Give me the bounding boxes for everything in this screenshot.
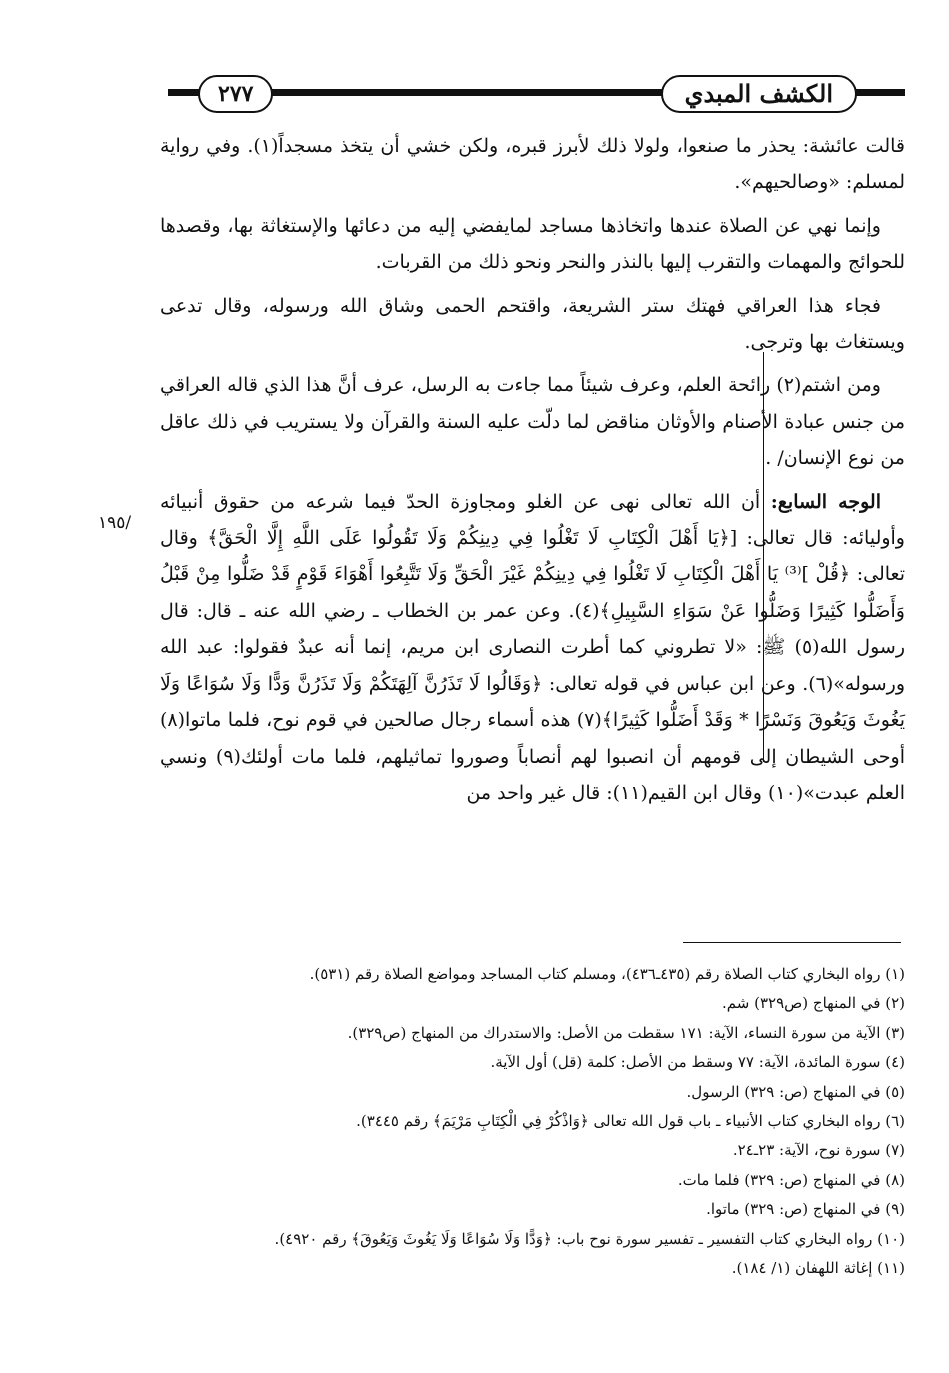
footnote-5: (٥) في المنهاج (ص: ٣٢٩) الرسول. — [686, 1082, 905, 1101]
section-heading: الوجه السابع: — [770, 490, 882, 513]
footnote-7: (٧) سورة نوح، الآية: ٢٣ـ٢٤. — [732, 1141, 905, 1160]
footnote-6: (٦) رواه البخاري كتاب الأنبياء ـ باب قول الله تعالى ﴿وَاذْكُرْ فِي الْكِتَابِ مَرْيَمَ﴾ رقم ٣٤٤٥). — [356, 1112, 905, 1131]
footnote-10: (١٠) رواه البخاري كتاب التفسير ـ تفسير سورة نوح باب: ﴿وَدًّا وَلَا سُوَاعًا وَلَا يَغُوثَ وَيَعُوقَ﴾ رقم ٤٩٢٠). — [274, 1229, 905, 1248]
section-body: أن الله تعالى نهى عن الغلو ومجاوزة الحدّ فيما شرعه من حقوق أنبيائه وأوليائه: قال تعالى: [﴿يَا أَهْلَ الْكِتَابِ لَا تَغْلُوا فِي دِينِكُمْ وَلَا تَقُولُوا عَلَى اللَّهِ إِلَّا الْحَقَّ﴾ وقال تعالى: ﴿قُلْ ]⁽³⁾ يَا أَهْلَ الْكِتَابِ لَا تَغْلُوا فِي دِينِكُمْ غَيْرَ الْحَقِّ وَلَا تَتَّبِعُوا أَهْوَاءَ قَوْمٍ قَدْ ضَلُّوا مِنْ قَبْلُ وَأَضَلُّوا كَثِيرًا وَضَلُّوا عَنْ سَوَاءِ السَّبِيلِ﴾(٤). وعن عمر بن الخطاب ـ رضي الله عنه ـ قال: قال رسول الله(٥) ﷺ: «لا تطروني كما أطرت النصارى ابن مريم، إنما أنه عبدٌ فقولوا: عبد الله ورسوله»(٦). وعن ابن عباس في قوله تعالى: ﴿وَقَالُوا لَا تَذَرُنَّ آلِهَتَكُمْ وَلَا تَذَرُنَّ وَدًّا وَلَا سُوَاعًا وَلَا يَغُوثَ وَيَعُوقَ وَنَسْرًا * وَقَدْ أَضَلُّوا كَثِيرًا﴾(٧) هذه أسماء رجال صالحين في قوم نوح، فلما ماتوا(٨) أوحى الشيطان إلى قومهم أن انصبوا لهم أنصاباً وصوروا تماثيلهم، فلما مات أولئك(٩) ونسي العلم عبدت»(١٠) وقال ابن القيم(١١): قال غير واحد من — [160, 490, 905, 804]
footnotes — [160, 960, 905, 1283]
page-header — [168, 72, 905, 118]
paragraph-3: فجاء هذا العراقي فهتك ستر الشريعة، واقتحم الحمى وشاق الله ورسوله، وقال تدعى ويستغاث بها وترجى. — [160, 294, 905, 354]
footnote-9: (٩) في المنهاج (ص: ٣٢٩) ماتوا. — [706, 1200, 905, 1219]
footnote-8: (٨) في المنهاج (ص: ٣٢٩) فلما مات. — [677, 1170, 905, 1189]
paragraph-1: قالت عائشة: يحذر ما صنعوا، ولولا ذلك لأبرز قبره، ولكن خشي أن يتخذ مسجداً(١). وفي رواية لمسلم: «وصالحيهم». — [160, 135, 905, 194]
footnote-4: (٤) سورة المائدة، الآية: ٧٧ وسقط من الأصل: كلمة (قل) أول الآية. — [490, 1053, 905, 1072]
section-paragraph — [160, 484, 905, 812]
main-text — [160, 128, 905, 818]
footnote-separator — [683, 942, 901, 943]
page-number: ٢٧٧ — [198, 75, 273, 113]
paragraph-4: ومن اشتم(٢) رائحة العلم، وعرف شيئاً مما جاءت به الرسل، عرف أنَّ هذا الذي قاله العراقي من جنس عبادة الأصنام والأوثان مناقض لما دلّت عليه السنة والقرآن ولا يستريب في ذلك عاقل من نوع الإنسان/ . — [160, 374, 905, 470]
margin-page-marker: ١٩٥/ — [98, 513, 132, 533]
footnote-2: (٢) في المنهاج (ص٣٢٩) شم. — [722, 994, 905, 1013]
footnote-3: (٣) الآية من سورة النساء، الآية: ١٧١ سقطت من الأصل: والاستدراك من المنهاج (ص٣٢٩). — [347, 1023, 905, 1042]
book-title: الكشف المبدي — [661, 75, 857, 113]
footnote-1: (١) رواه البخاري كتاب الصلاة رقم (٤٣٥ـ٤٣٦)، ومسلم كتاب المساجد ومواضع الصلاة رقم (٥٣١). — [309, 965, 905, 983]
paragraph-2: وإنما نهي عن الصلاة عندها واتخاذها مساجد لمايفضي إليه من دعائها والإستغاثة بها، وقصدها للحوائج والمهمات والتقرب إليها بالنذر والنحر ونحو ذلك من القربات. — [160, 214, 905, 274]
footnote-11: (١١) إغاثة اللهفان (١/ ١٨٤). — [731, 1259, 905, 1278]
